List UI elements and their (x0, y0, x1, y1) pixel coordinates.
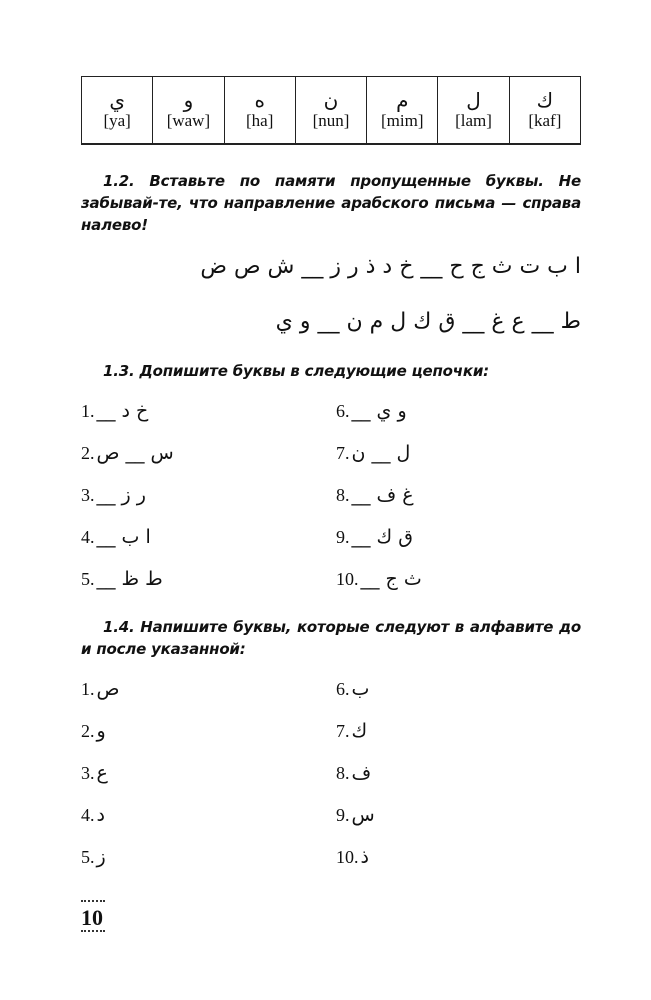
item-number: 6. (336, 679, 350, 699)
page-number-dots-top (81, 900, 105, 902)
letter-table-row (82, 77, 581, 144)
item-number: 3. (81, 485, 95, 505)
arabic-letter: ل (466, 88, 481, 112)
list-item (81, 442, 174, 464)
item-number: 9. (336, 805, 350, 825)
letter: ب (351, 678, 370, 700)
list-item (81, 400, 148, 422)
letter: ص (96, 678, 120, 700)
item-number: 4. (81, 527, 95, 547)
transliteration: [lam] (455, 111, 492, 130)
arabic-letter: م (396, 88, 409, 112)
letter-cell-kaf (509, 77, 580, 144)
arabic-letter: ك (536, 88, 554, 112)
letter-sequence: ط ظ __ (96, 568, 163, 590)
letter: د (96, 804, 105, 826)
item-number: 7. (336, 443, 350, 463)
transliteration: [ha] (246, 111, 274, 130)
list-item (336, 442, 410, 464)
arabic-letter: و (183, 88, 194, 112)
alphabet-line-1: ا ب ت ث ج ح __ خ د ذ ر ز __ ش ص ض (200, 254, 581, 279)
list-item (336, 720, 367, 742)
letter: و (96, 720, 106, 742)
letter-cell-mim (367, 77, 438, 144)
task-1-2-instruction: 1.2. Вставьте по памяти пропущенные буквы. Не забывай-те, что направление арабского письма — справа налево! (81, 172, 581, 234)
item-number: 10. (336, 847, 359, 867)
letter-sequence: ا ب __ (96, 526, 151, 548)
item-number: 2. (81, 443, 95, 463)
arabic-letter: ي (109, 88, 125, 112)
list-item (81, 526, 151, 548)
letter-sequence: غ ف __ (351, 484, 414, 506)
list-item (81, 804, 105, 826)
item-number: 5. (81, 847, 95, 867)
transliteration: [kaf] (528, 111, 562, 130)
page-number-dots-bottom (81, 930, 105, 932)
task-1-3-instruction: 1.3. Допишите буквы в следующие цепочки: (103, 362, 489, 380)
letter-cell-nun (295, 77, 366, 144)
task-1-4-instruction: 1.4. Напишите буквы, которые следуют в алфавите до и после указанной: (81, 618, 581, 658)
arabic-letter: ه (254, 88, 265, 112)
list-item (336, 526, 413, 548)
letter-sequence: س __ ص (96, 442, 174, 464)
list-item (81, 678, 119, 700)
letter-cell-waw (153, 77, 224, 144)
list-item (81, 720, 106, 742)
item-number: 3. (81, 763, 95, 783)
letter: ك (351, 720, 368, 742)
transliteration: [mim] (381, 111, 424, 130)
item-number: 1. (81, 401, 95, 421)
list-item (336, 846, 369, 868)
letter: ف (351, 762, 372, 784)
item-number: 4. (81, 805, 95, 825)
item-number: 7. (336, 721, 350, 741)
list-item (81, 762, 108, 784)
letter-cell-lam (438, 77, 509, 144)
item-number: 8. (336, 763, 350, 783)
letter: ع (96, 762, 108, 784)
item-number: 9. (336, 527, 350, 547)
list-item (336, 484, 414, 506)
letter-sequence: ل __ ن (351, 442, 411, 464)
transliteration: [ya] (103, 111, 131, 130)
page-number: 10 (81, 905, 103, 930)
transliteration: [waw] (166, 111, 211, 130)
letter-cell-ha (224, 77, 295, 144)
letter-sequence: ر ز __ (96, 484, 146, 506)
letter-cell-ya (82, 77, 153, 144)
list-item (81, 846, 106, 868)
letter-table (81, 76, 581, 144)
item-number: 1. (81, 679, 95, 699)
item-number: 2. (81, 721, 95, 741)
letter-sequence: ث ج __ (360, 568, 422, 590)
list-item (336, 568, 422, 590)
transliteration: [nun] (312, 111, 350, 130)
list-item (81, 484, 146, 506)
list-item (336, 678, 369, 700)
letter: ذ (360, 846, 369, 868)
letter-sequence: خ د __ (96, 400, 149, 422)
alphabet-line-2: ط __ ع غ __ ق ك ل م ن __ و ي (275, 309, 581, 334)
letter: ز (96, 846, 106, 868)
divider (81, 144, 581, 145)
list-item (336, 400, 407, 422)
letter-sequence: و ي __ (351, 400, 407, 422)
list-item (81, 568, 163, 590)
letter: س (351, 804, 375, 826)
item-number: 6. (336, 401, 350, 421)
item-number: 10. (336, 569, 359, 589)
letter-sequence: ق ك __ (351, 526, 413, 548)
list-item (336, 804, 375, 826)
item-number: 5. (81, 569, 95, 589)
arabic-letter: ن (323, 88, 339, 112)
list-item (336, 762, 371, 784)
item-number: 8. (336, 485, 350, 505)
